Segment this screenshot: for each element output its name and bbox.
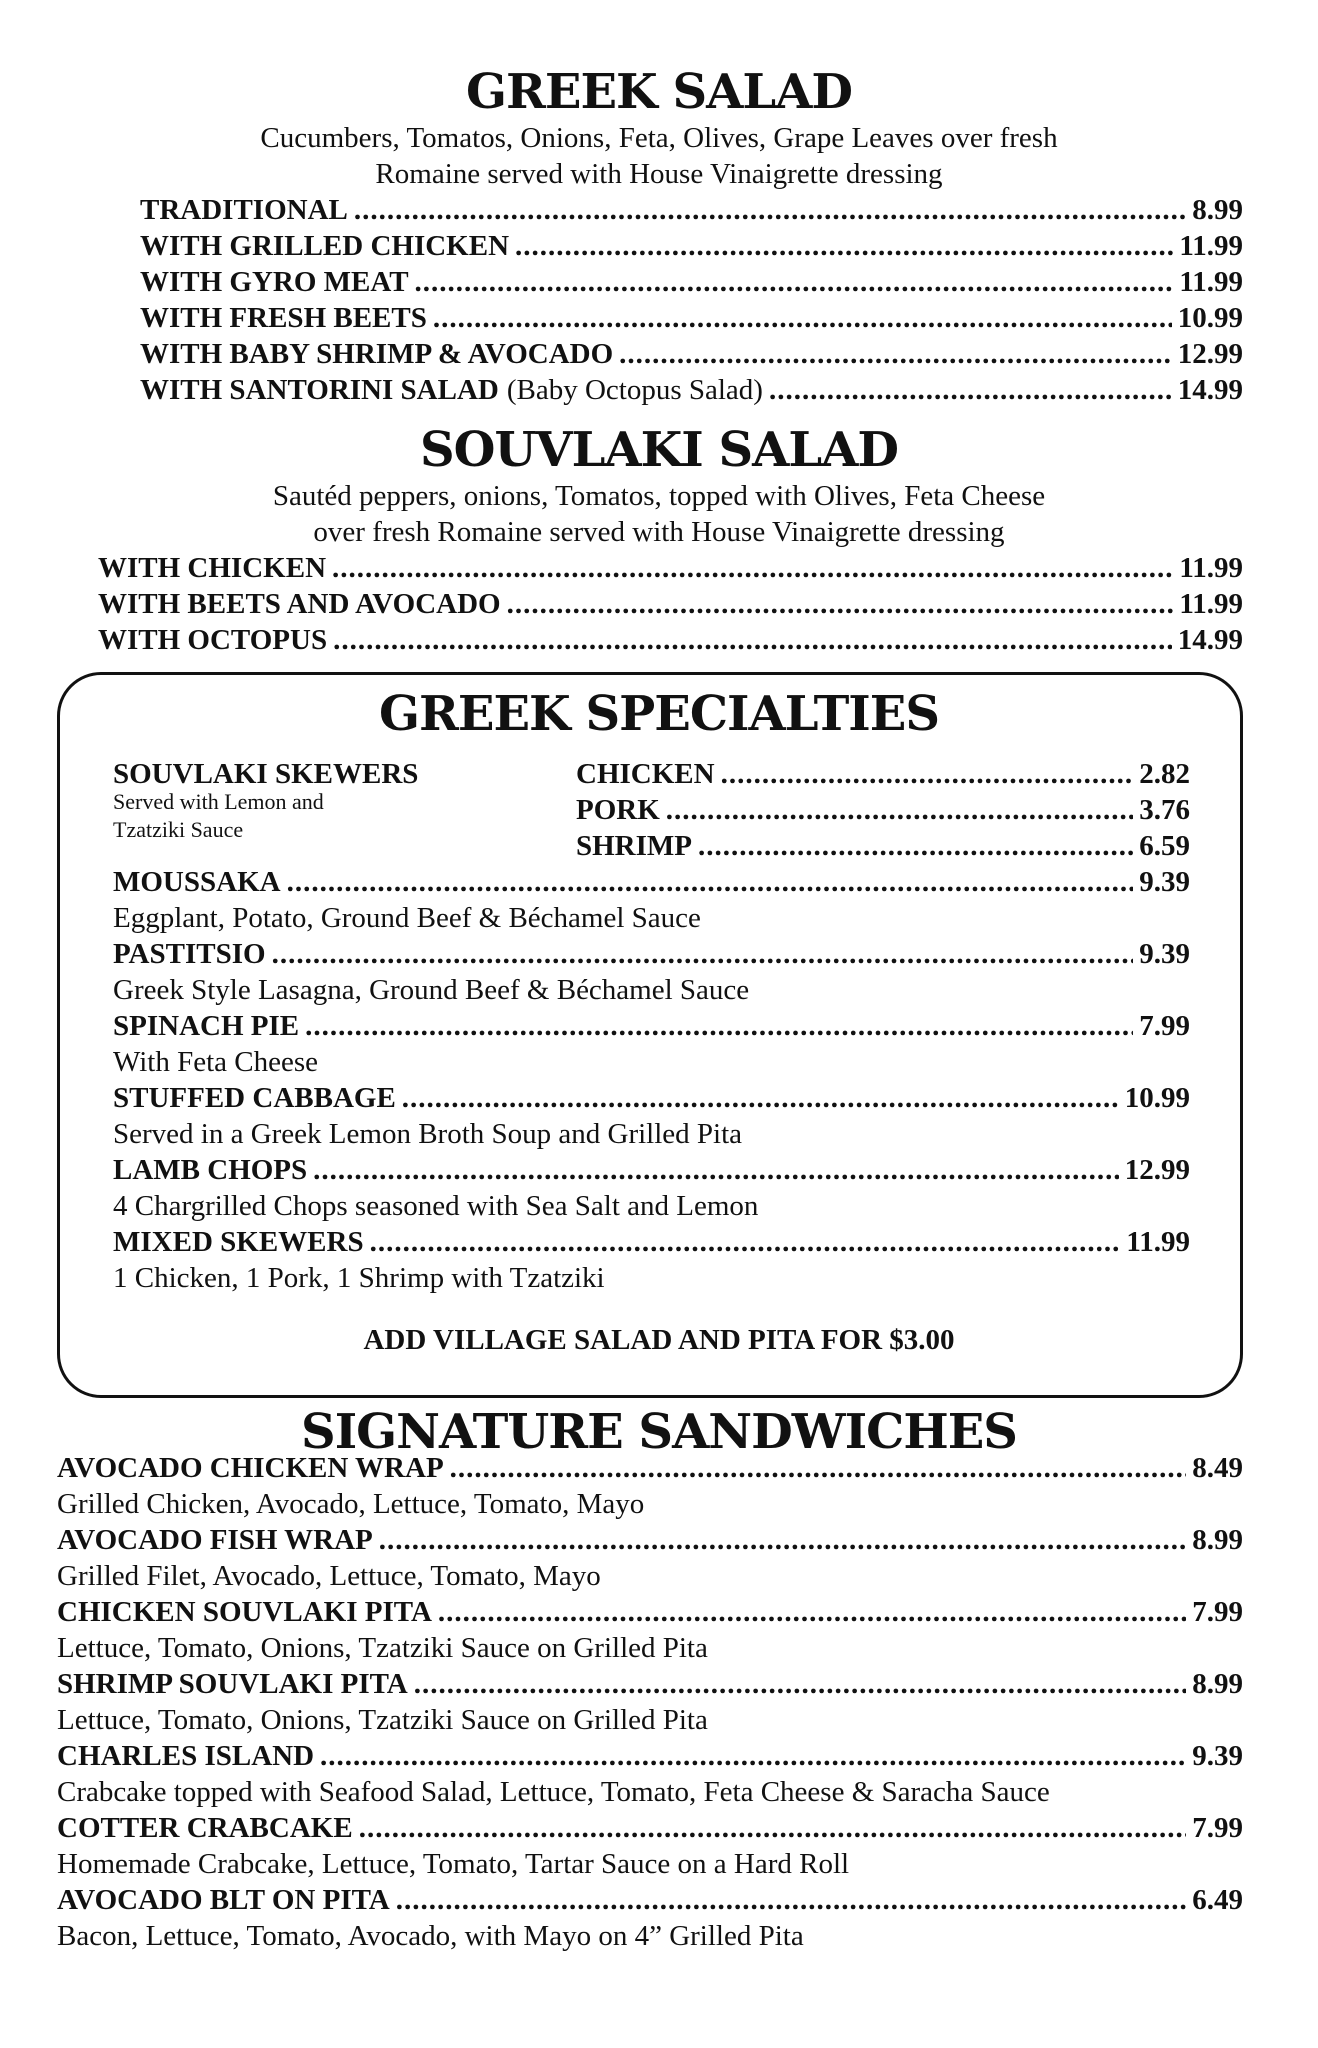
dot-leader [666, 792, 1133, 828]
item-description: With Feta Cheese [113, 1046, 318, 1078]
menu-item-gyro-meat [140, 264, 1243, 300]
item-name: WITH CHICKEN [98, 552, 327, 584]
item-name: MIXED SKEWERS [113, 1226, 364, 1258]
item-description: Bacon, Lettuce, Tomato, Avocado, with Mayo on 4” Grilled Pita [57, 1920, 804, 1952]
menu-item-mixed-skewers [113, 1224, 1190, 1260]
menu-item-pastitsio [113, 936, 1190, 972]
item-price: 8.99 [1192, 194, 1243, 226]
item-price: 11.99 [1179, 552, 1243, 584]
dot-leader [619, 336, 1172, 372]
item-price: 14.99 [1177, 374, 1243, 406]
greek-salad-desc-line1: Cucumbers, Tomatos, Onions, Feta, Olives, Grape Leaves over fresh [260, 122, 1058, 154]
item-price: 11.99 [1179, 266, 1243, 298]
menu-item-cotter-crabcake [57, 1810, 1243, 1846]
item-name: SHRIMP SOUVLAKI PITA [57, 1668, 408, 1700]
dot-leader [698, 828, 1133, 864]
item-name: WITH GRILLED CHICKEN [140, 230, 510, 262]
dot-leader [370, 1224, 1121, 1260]
item-price: 10.99 [1124, 1082, 1190, 1114]
dot-leader [721, 756, 1134, 792]
item-name: WITH OCTOPUS [98, 624, 328, 656]
specialties-heading: GREEK SPECIALTIES [379, 686, 939, 742]
item-name: WITH GYRO MEAT [140, 266, 409, 298]
menu-item-shrimp-souvlaki-pita [57, 1666, 1243, 1702]
dot-leader [415, 264, 1174, 300]
skewer-option-shrimp [576, 828, 1190, 864]
item-name: WITH BEETS AND AVOCADO [98, 588, 501, 620]
item-price: 6.49 [1192, 1884, 1243, 1916]
item-description: Crabcake topped with Seafood Salad, Lettuce, Tomato, Feta Cheese & Saracha Sauce [57, 1776, 1050, 1808]
item-description: Lettuce, Tomato, Onions, Tzatziki Sauce on Grilled Pita [57, 1632, 708, 1664]
item-price: 2.82 [1139, 758, 1190, 790]
greek-salad-heading: GREEK SALAD [465, 64, 852, 120]
menu-item-spinach-pie [113, 1008, 1190, 1044]
item-name: WITH BABY SHRIMP & AVOCADO [140, 338, 614, 370]
dot-leader [333, 622, 1172, 658]
item-price: 11.99 [1179, 230, 1243, 262]
dot-leader [433, 300, 1172, 336]
souvlaki-skewers-note-line1: Served with Lemon and [113, 789, 324, 814]
item-name: PORK [576, 794, 660, 826]
menu-item-grilled-chicken [140, 228, 1243, 264]
souvlaki-skewers-name: SOUVLAKI SKEWERS [113, 758, 419, 790]
item-name: SHRIMP [576, 830, 692, 862]
menu-item-fresh-beets [140, 300, 1243, 336]
item-name: PASTITSIO [113, 938, 266, 970]
dot-leader [515, 228, 1173, 264]
item-price: 12.99 [1124, 1154, 1190, 1186]
menu-item-lamb-chops [113, 1152, 1190, 1188]
item-price: 8.99 [1192, 1524, 1243, 1556]
menu-item-charles-island [57, 1738, 1243, 1774]
item-price: 7.99 [1139, 1010, 1190, 1042]
dot-leader [359, 1810, 1187, 1846]
item-name: AVOCADO BLT ON PITA [57, 1884, 390, 1916]
souvlaki-salad-desc-line2: over fresh Romaine served with House Vinaigrette dressing [313, 516, 1005, 548]
item-price: 11.99 [1179, 588, 1243, 620]
item-name: STUFFED CABBAGE [113, 1082, 396, 1114]
item-description: Homemade Crabcake, Lettuce, Tomato, Tartar Sauce on a Hard Roll [57, 1848, 850, 1880]
greek-salad-desc-line2: Romaine served with House Vinaigrette dressing [375, 158, 943, 190]
souvlaki-skewers-note-line2: Tzatziki Sauce [113, 817, 244, 842]
dot-leader [438, 1594, 1186, 1630]
dot-leader [305, 1008, 1133, 1044]
item-price: 6.59 [1139, 830, 1190, 862]
menu-item-traditional [140, 192, 1243, 228]
item-description: 4 Chargrilled Chops seasoned with Sea Salt and Lemon [113, 1190, 759, 1222]
item-name: COTTER CRABCAKE [57, 1812, 353, 1844]
dot-leader [769, 372, 1172, 408]
item-price: 9.39 [1139, 866, 1190, 898]
item-note: (Baby Octopus Salad) [506, 374, 763, 406]
item-price: 3.76 [1139, 794, 1190, 826]
item-price: 10.99 [1177, 302, 1243, 334]
item-price: 11.99 [1126, 1226, 1190, 1258]
item-description: Eggplant, Potato, Ground Beef & Béchamel Sauce [113, 902, 701, 934]
dot-leader [450, 1450, 1187, 1486]
menu-item-avocado-fish-wrap [57, 1522, 1243, 1558]
menu-item-chicken-souvlaki-pita [57, 1594, 1243, 1630]
dot-leader [354, 192, 1186, 228]
dot-leader [287, 864, 1134, 900]
dot-leader [402, 1080, 1119, 1116]
item-price: 8.99 [1192, 1668, 1243, 1700]
item-name: CHARLES ISLAND [57, 1740, 315, 1772]
item-description: Lettuce, Tomato, Onions, Tzatziki Sauce on Grilled Pita [57, 1704, 708, 1736]
item-description: Greek Style Lasagna, Ground Beef & Béchamel Sauce [113, 974, 750, 1006]
dot-leader [396, 1882, 1187, 1918]
addon-note: ADD VILLAGE SALAD AND PITA FOR $3.00 [363, 1324, 955, 1356]
item-name: SPINACH PIE [113, 1010, 300, 1042]
dot-leader [313, 1152, 1119, 1188]
item-price: 9.39 [1139, 938, 1190, 970]
item-description: Served in a Greek Lemon Broth Soup and Grilled Pita [113, 1118, 743, 1150]
item-name: WITH FRESH BEETS [140, 302, 427, 334]
item-price: 14.99 [1177, 624, 1243, 656]
menu-item-souvlaki-chicken [98, 550, 1243, 586]
item-price: 8.49 [1192, 1452, 1243, 1484]
dot-leader [320, 1738, 1186, 1774]
skewer-option-chicken [576, 756, 1190, 792]
menu-item-souvlaki-beets-avocado [98, 586, 1243, 622]
item-price: 12.99 [1177, 338, 1243, 370]
dot-leader [332, 550, 1173, 586]
menu-item-souvlaki-octopus [98, 622, 1243, 658]
item-description: Grilled Filet, Avocado, Lettuce, Tomato, Mayo [57, 1560, 601, 1592]
dot-leader [507, 586, 1174, 622]
dot-leader [379, 1522, 1186, 1558]
item-description: 1 Chicken, 1 Pork, 1 Shrimp with Tzatziki [113, 1262, 605, 1294]
menu-item-avocado-chicken-wrap [57, 1450, 1243, 1486]
menu-item-shrimp-avocado [140, 336, 1243, 372]
dot-leader [272, 936, 1134, 972]
item-name: AVOCADO CHICKEN WRAP [57, 1452, 444, 1484]
item-name: CHICKEN SOUVLAKI PITA [57, 1596, 432, 1628]
skewer-option-pork [576, 792, 1190, 828]
item-name: TRADITIONAL [140, 194, 348, 226]
item-price: 9.39 [1192, 1740, 1243, 1772]
menu-item-avocado-blt-pita [57, 1882, 1243, 1918]
menu-item-stuffed-cabbage [113, 1080, 1190, 1116]
item-name: LAMB CHOPS [113, 1154, 308, 1186]
item-description: Grilled Chicken, Avocado, Lettuce, Tomato, Mayo [57, 1488, 645, 1520]
souvlaki-salad-heading: SOUVLAKI SALAD [420, 422, 898, 478]
menu-item-moussaka [113, 864, 1190, 900]
menu-item-santorini-salad [140, 372, 1243, 408]
item-name: WITH SANTORINI SALAD [140, 374, 499, 406]
sandwiches-heading: SIGNATURE SANDWICHES [301, 1404, 1017, 1460]
dot-leader [414, 1666, 1187, 1702]
souvlaki-salad-desc-line1: Sautéd peppers, onions, Tomatos, topped with Olives, Feta Cheese [272, 480, 1046, 512]
item-name: AVOCADO FISH WRAP [57, 1524, 373, 1556]
item-price: 7.99 [1192, 1596, 1243, 1628]
item-name: CHICKEN [576, 758, 715, 790]
item-name: MOUSSAKA [113, 866, 281, 898]
item-price: 7.99 [1192, 1812, 1243, 1844]
